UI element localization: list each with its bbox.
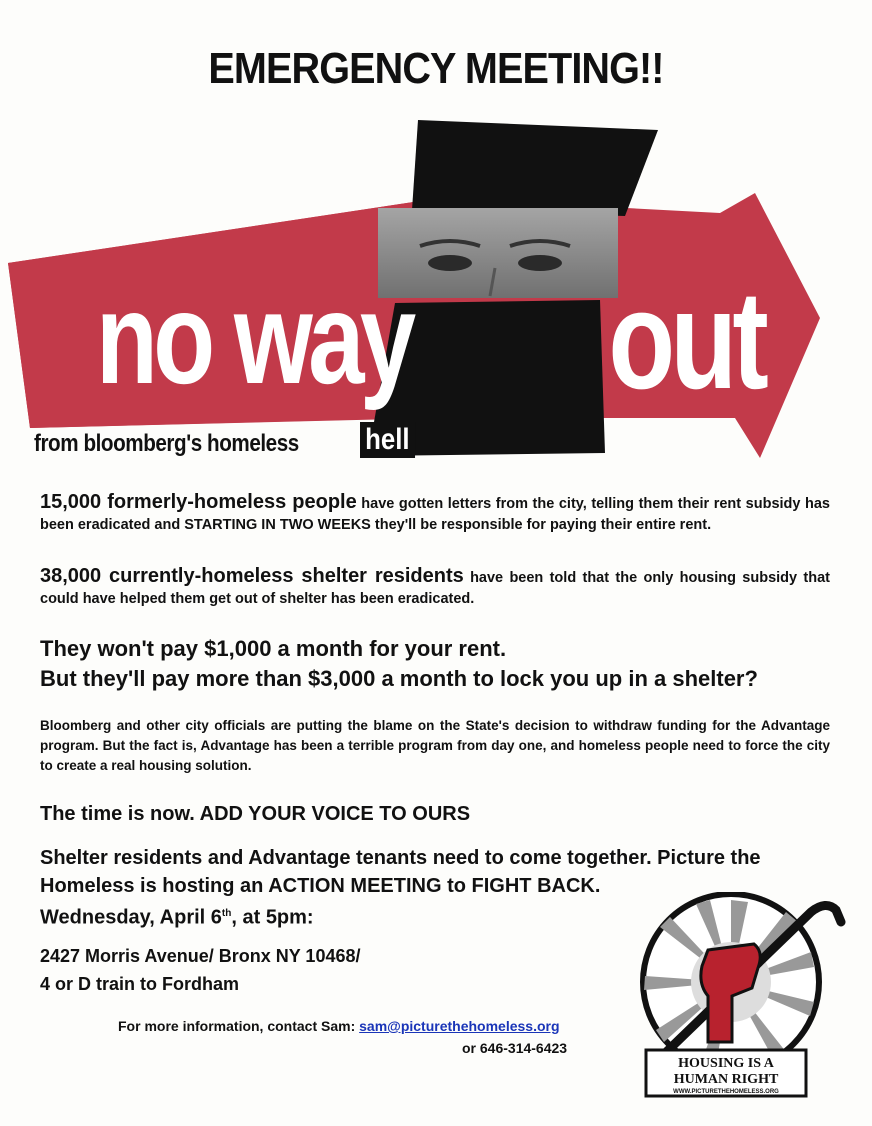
rent-line-2: But they'll pay more than $3,000 a month to lock you up in a shelter? bbox=[40, 666, 758, 691]
paragraph-shelter-residents bbox=[40, 566, 830, 610]
black-block-top bbox=[412, 120, 658, 216]
logo-line-1: HOUSING IS A bbox=[678, 1056, 774, 1071]
paragraph-advantage: Bloomberg and other city officials are putting the blame on the State's decision to withdraw funding for the Advantage program. But the fact is, Advantage has been a terrible program from day one, and homeless people need to force the city to create a real housing solution. bbox=[40, 718, 830, 773]
contact-line bbox=[118, 1018, 560, 1034]
paragraph-lead: 38,000 currently-homeless shelter residents bbox=[40, 565, 464, 587]
meeting-line-1: Shelter residents and Advantage tenants need to come together. Picture the bbox=[40, 847, 761, 869]
meeting-date-time: , at 5pm: bbox=[231, 906, 314, 929]
contact-label: For more information, contact Sam: bbox=[118, 1018, 360, 1034]
banner-subline-accent: hell bbox=[360, 422, 415, 458]
out-text: out bbox=[608, 260, 765, 419]
paragraph-text: have gotten letters from the city, telling them their rent subsidy has been eradicated and STARTING IN TWO WEEKS they'll be responsible for paying their entire rent. bbox=[40, 496, 830, 533]
address-line-1: 2427 Morris Avenue/ Bronx NY 10468/ bbox=[40, 946, 361, 966]
meeting-line-2: Homeless is hosting an ACTION MEETING to FIGHT BACK. bbox=[40, 875, 601, 897]
paragraph-lead: 15,000 formerly-homeless people bbox=[40, 491, 357, 513]
email-link[interactable]: sam@picturethehomeless.org bbox=[359, 1018, 560, 1034]
phone-number: or 646-314-6423 bbox=[462, 1040, 568, 1056]
meeting-date-main: Wednesday, April 6 bbox=[40, 906, 222, 929]
address-line-2: 4 or D train to Fordham bbox=[40, 974, 240, 994]
logo-line-2: HUMAN RIGHT bbox=[673, 1072, 779, 1087]
no-way-text: no way bbox=[95, 264, 412, 411]
meeting-date-suffix: th bbox=[221, 908, 232, 919]
call-to-action: The time is now. ADD YOUR VOICE TO OURS bbox=[40, 803, 471, 825]
paragraph-formerly-homeless bbox=[40, 492, 830, 536]
logo-url: WWW.PICTURETHEHOMELESS.ORG bbox=[673, 1089, 779, 1095]
paragraph-text: have been told that the only housing subsidy that could have helped them get out of shelter has been eradicated. bbox=[40, 570, 830, 607]
banner-subline: from bloomberg's homeless bbox=[34, 430, 299, 457]
housing-human-right-logo bbox=[636, 892, 846, 1102]
headline: EMERGENCY MEETING!! bbox=[208, 44, 664, 93]
rent-line-1: They won't pay $1,000 a month for your rent. bbox=[40, 636, 507, 661]
no-way-out-banner bbox=[0, 118, 872, 468]
